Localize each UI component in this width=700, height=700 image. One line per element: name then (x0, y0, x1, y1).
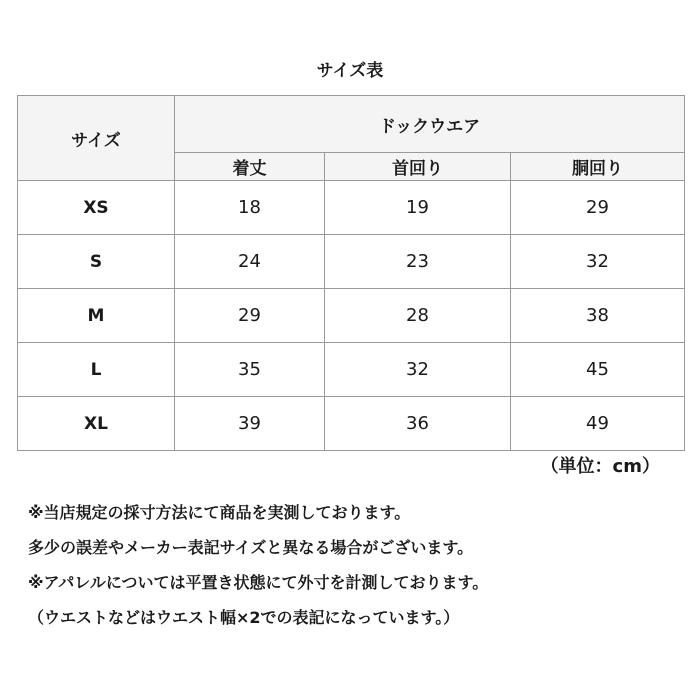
length-value: 29 (175, 289, 325, 343)
table-row (18, 289, 685, 343)
table-row (18, 235, 685, 289)
neck-value: 36 (325, 397, 511, 451)
size-label: XL (18, 397, 175, 451)
column-header-chest: 胴回り (511, 153, 685, 181)
chest-value: 49 (511, 397, 685, 451)
page-title: サイズ表 (316, 61, 384, 81)
table-row (18, 181, 685, 235)
note-line: （ウエストなどはウエスト幅×2での表記になっています。） (28, 608, 460, 627)
size-label: L (18, 343, 175, 397)
note-line: ※アパレルについては平置き状態にて外寸を計測しております。 (28, 573, 489, 592)
length-value: 39 (175, 397, 325, 451)
note-line: ※当店規定の採寸方法にて商品を実測しております。 (28, 503, 411, 522)
length-value: 24 (175, 235, 325, 289)
neck-value: 23 (325, 235, 511, 289)
unit-note: （単位：cm） (540, 456, 660, 477)
neck-value: 19 (325, 181, 511, 235)
column-header-neck: 首回り (325, 153, 511, 181)
size-label: M (18, 289, 175, 343)
chest-value: 32 (511, 235, 685, 289)
table-row (18, 397, 685, 451)
chest-value: 29 (511, 181, 685, 235)
dogwear-group-header: ドックウエア (175, 96, 685, 153)
size-label: S (18, 235, 175, 289)
note-line: 多少の誤差やメーカー表記サイズと異なる場合がございます。 (28, 538, 474, 557)
size-label: XS (18, 181, 175, 235)
size-table (17, 95, 685, 451)
chest-value: 45 (511, 343, 685, 397)
size-column-header: サイズ (18, 96, 175, 181)
column-header-length: 着丈 (175, 153, 325, 181)
length-value: 18 (175, 181, 325, 235)
neck-value: 28 (325, 289, 511, 343)
table-row (18, 343, 685, 397)
neck-value: 32 (325, 343, 511, 397)
length-value: 35 (175, 343, 325, 397)
chest-value: 38 (511, 289, 685, 343)
measurement-notes (28, 495, 688, 635)
